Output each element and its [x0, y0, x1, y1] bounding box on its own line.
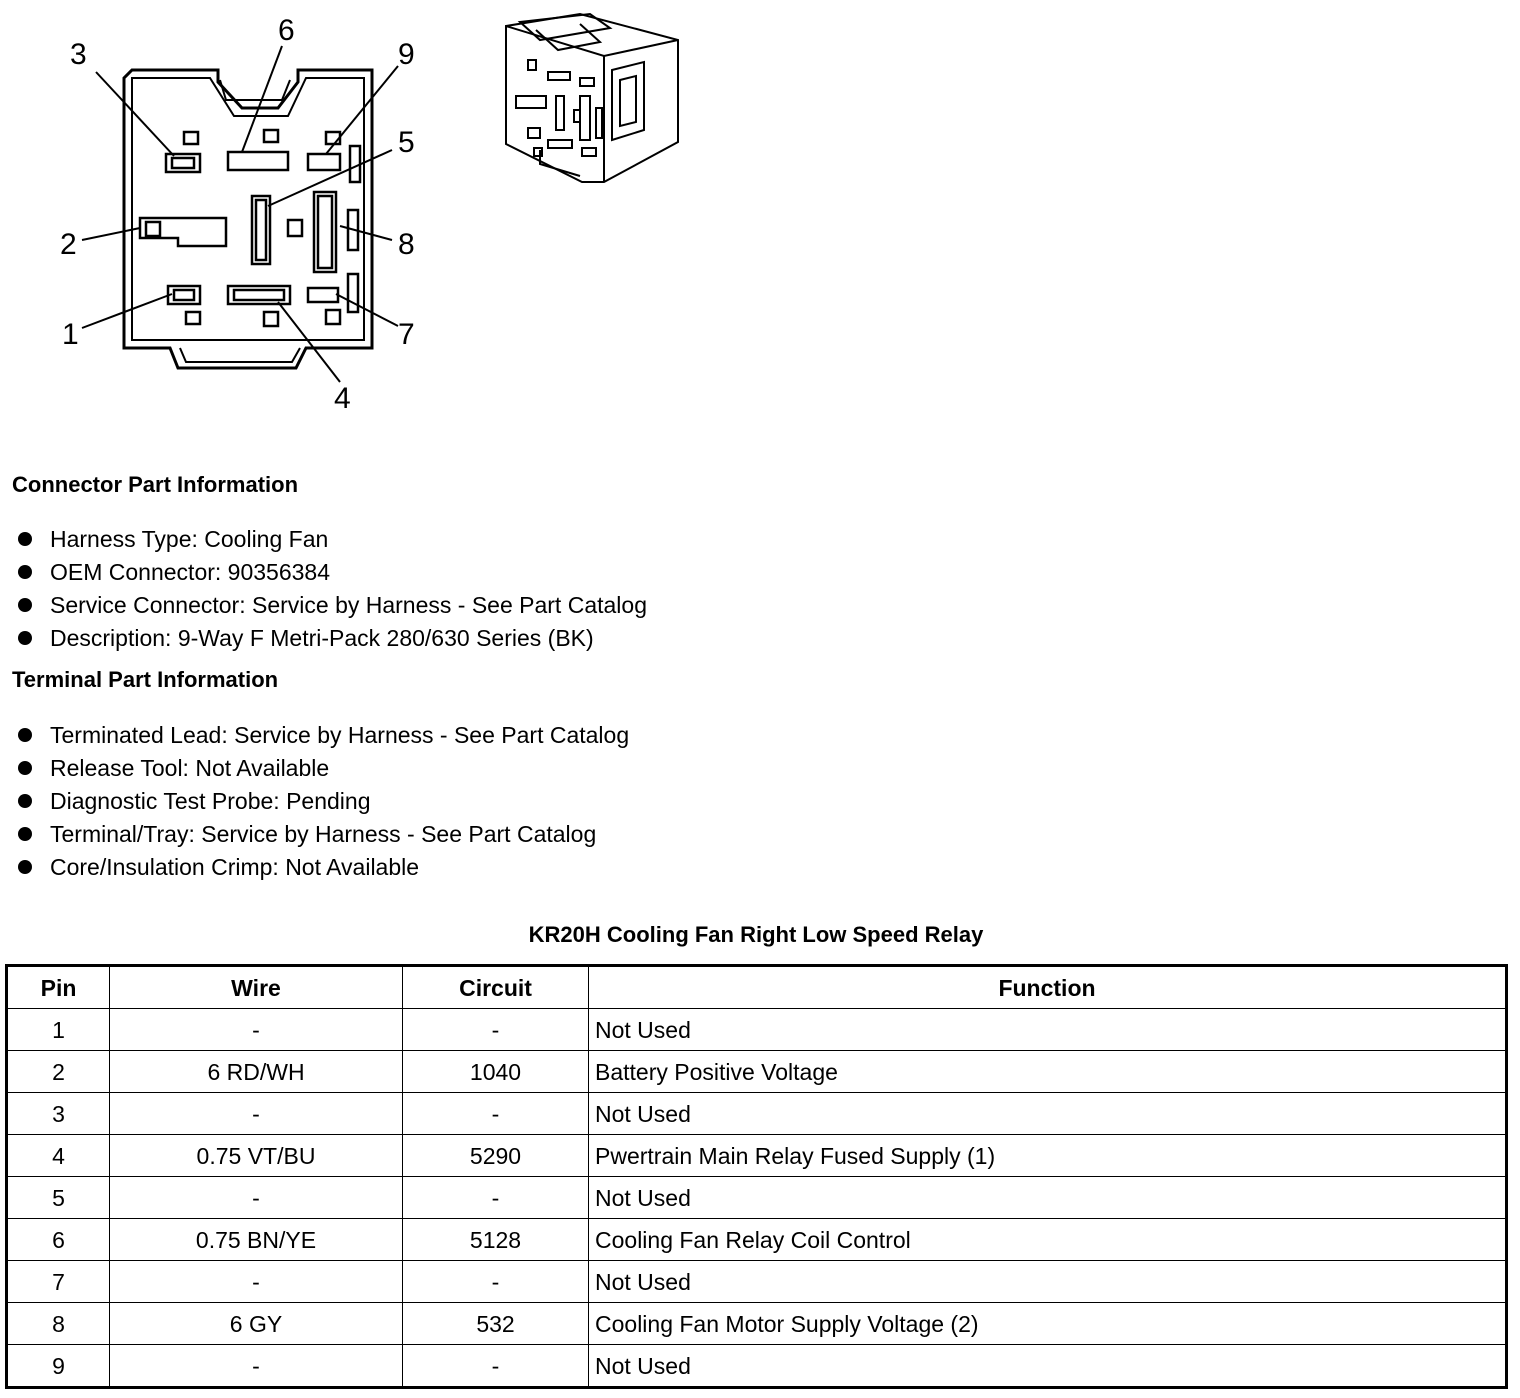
pin-label-3: 3	[70, 38, 87, 71]
leader-lines	[82, 46, 398, 382]
cell-pin: 1	[7, 1009, 110, 1051]
pin-label-6: 6	[278, 14, 295, 47]
table-row	[7, 1009, 1507, 1051]
list-item: Harness Type: Cooling Fan	[16, 523, 647, 556]
cell-function: Battery Positive Voltage	[589, 1051, 1507, 1093]
cell-wire: -	[110, 1093, 403, 1135]
list-item: Release Tool: Not Available	[16, 752, 629, 785]
cell-circuit: -	[403, 1009, 589, 1051]
cell-function: Cooling Fan Relay Coil Control	[589, 1219, 1507, 1261]
pin-table-body	[7, 1009, 1507, 1388]
terminal-info-list	[16, 719, 629, 884]
table-row	[7, 1219, 1507, 1261]
cell-wire: -	[110, 1177, 403, 1219]
terminal-part-information	[12, 666, 278, 694]
table-header-row	[7, 966, 1507, 1009]
cell-pin: 8	[7, 1303, 110, 1345]
cell-circuit: -	[403, 1093, 589, 1135]
pin-label-1: 1	[62, 318, 79, 351]
pin-labels	[60, 14, 415, 415]
cell-circuit: 5290	[403, 1135, 589, 1177]
cell-pin: 3	[7, 1093, 110, 1135]
terminal-info-title: Terminal Part Information	[12, 667, 279, 692]
header-pin: Pin	[7, 966, 110, 1009]
list-item: Core/Insulation Crimp: Not Available	[16, 851, 629, 884]
list-item: Diagnostic Test Probe: Pending	[16, 785, 629, 818]
cell-wire: 0.75 VT/BU	[110, 1135, 403, 1177]
cell-function: Not Used	[589, 1345, 1507, 1388]
cell-circuit: 5128	[403, 1219, 589, 1261]
header-wire: Wire	[110, 966, 403, 1009]
pin-label-7: 7	[398, 318, 415, 351]
header-function: Function	[589, 966, 1507, 1009]
table-row	[7, 1303, 1507, 1345]
cell-circuit: 532	[403, 1303, 589, 1345]
cell-function: Not Used	[589, 1261, 1507, 1303]
cell-pin: 7	[7, 1261, 110, 1303]
cell-function: Pwertrain Main Relay Fused Supply (1)	[589, 1135, 1507, 1177]
cell-function: Not Used	[589, 1177, 1507, 1219]
pin-label-5: 5	[398, 126, 415, 159]
cell-wire: 6 RD/WH	[110, 1051, 403, 1093]
cell-pin: 5	[7, 1177, 110, 1219]
table-row	[7, 1135, 1507, 1177]
table-row	[7, 1177, 1507, 1219]
connector-info-list	[16, 523, 647, 655]
connector-3d-view	[506, 14, 678, 182]
pin-table	[5, 964, 1508, 1389]
pin-label-9: 9	[398, 38, 415, 71]
cell-wire: -	[110, 1345, 403, 1388]
list-item: Terminated Lead: Service by Harness - See Part Catalog	[16, 719, 629, 752]
table-title: KR20H Cooling Fan Right Low Speed Relay	[528, 922, 984, 947]
connector-diagram	[0, 0, 720, 420]
cell-wire: -	[110, 1261, 403, 1303]
cell-circuit: -	[403, 1261, 589, 1303]
pin-label-2: 2	[60, 228, 77, 261]
cell-pin: 2	[7, 1051, 110, 1093]
table-row	[7, 1345, 1507, 1388]
cell-wire: 0.75 BN/YE	[110, 1219, 403, 1261]
header-circuit: Circuit	[403, 966, 589, 1009]
cell-pin: 9	[7, 1345, 110, 1388]
pin-label-4: 4	[334, 382, 351, 415]
table-row	[7, 1093, 1507, 1135]
list-item: OEM Connector: 90356384	[16, 556, 647, 589]
list-item: Terminal/Tray: Service by Harness - See Part Catalog	[16, 818, 629, 851]
cell-wire: -	[110, 1009, 403, 1051]
cell-function: Not Used	[589, 1093, 1507, 1135]
connector-info-title: Connector Part Information	[12, 472, 299, 497]
table-row	[7, 1051, 1507, 1093]
table-row	[7, 1261, 1507, 1303]
connector-part-information	[12, 471, 298, 499]
connector-face	[124, 70, 372, 368]
cell-wire: 6 GY	[110, 1303, 403, 1345]
cell-function: Cooling Fan Motor Supply Voltage (2)	[589, 1303, 1507, 1345]
cell-circuit: 1040	[403, 1051, 589, 1093]
list-item: Service Connector: Service by Harness - See Part Catalog	[16, 589, 647, 622]
cell-pin: 6	[7, 1219, 110, 1261]
cell-pin: 4	[7, 1135, 110, 1177]
cell-circuit: -	[403, 1345, 589, 1388]
cell-circuit: -	[403, 1177, 589, 1219]
list-item: Description: 9-Way F Metri-Pack 280/630 Series (BK)	[16, 622, 647, 655]
cell-function: Not Used	[589, 1009, 1507, 1051]
pin-label-8: 8	[398, 228, 415, 261]
